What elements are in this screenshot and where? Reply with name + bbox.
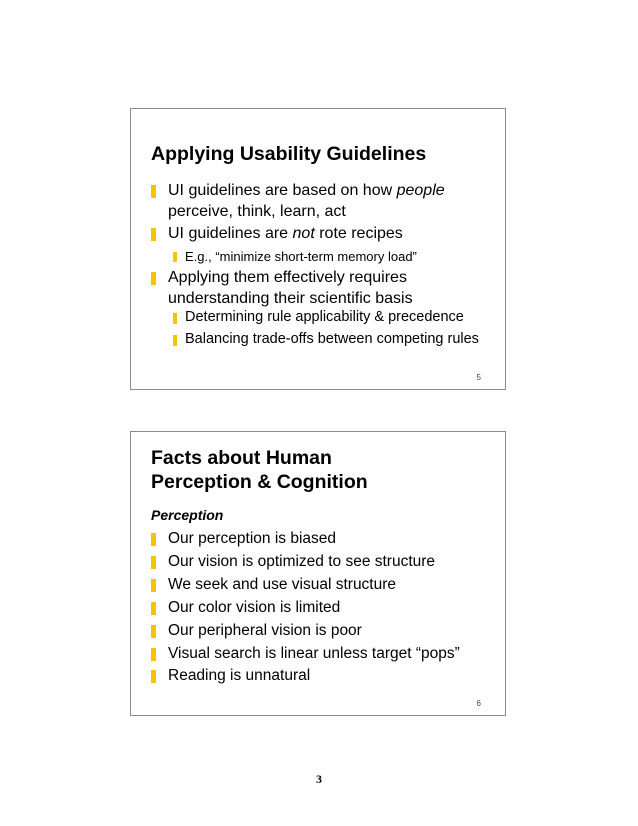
- bullet-item: [151, 180, 497, 222]
- bullet-text: Our vision is optimized to see structure: [168, 553, 436, 570]
- page-number: 3: [316, 772, 322, 786]
- sub-bullet-item: [173, 330, 497, 349]
- bullet-marker: [173, 313, 177, 324]
- bullet-marker: [151, 602, 156, 615]
- section-heading: Perception: [151, 507, 224, 523]
- slide-page-number: 5: [476, 373, 481, 382]
- bullet-item: [151, 620, 497, 641]
- bullet-item: [151, 665, 497, 686]
- slide-title-line: Facts about Human: [151, 447, 332, 469]
- bullet-text: Our perception is biased: [168, 530, 337, 547]
- slide-page-number: 6: [476, 699, 481, 708]
- bullet-text: Reading is unnatural: [168, 667, 311, 684]
- sub-bullet-item: [173, 248, 497, 265]
- bullet-text: Our peripheral vision is poor: [168, 622, 362, 639]
- slide-title: Applying Usability Guidelines: [151, 143, 427, 165]
- sub-bullet-text: Balancing trade-offs between competing rules: [185, 331, 479, 347]
- bullet-item: [151, 528, 497, 549]
- sub-bullet-text: E.g., “minimize short-term memory load”: [185, 249, 417, 264]
- slide-5: [130, 108, 506, 390]
- bullet-marker: [173, 252, 177, 262]
- bullet-text: UI guidelines are not rote recipes: [168, 225, 403, 242]
- bullet-marker: [151, 556, 156, 569]
- bullet-marker: [151, 185, 156, 198]
- bullet-item: [151, 597, 497, 618]
- sub-bullet-item: [173, 308, 497, 327]
- sub-bullet-text: Determining rule applicability & precedence: [185, 309, 464, 325]
- bullet-marker: [151, 648, 156, 661]
- bullet-marker: [151, 625, 156, 638]
- bullet-marker: [151, 533, 156, 546]
- bullet-item: [151, 574, 497, 595]
- bullet-text: Visual search is linear unless target “pops”: [168, 645, 460, 662]
- slide-title-line: Perception & Cognition: [151, 471, 368, 493]
- bullet-marker: [151, 228, 156, 241]
- bullet-item: [151, 551, 497, 572]
- bullet-marker: [151, 272, 156, 285]
- bullet-item: [151, 643, 497, 664]
- bullet-marker: [151, 579, 156, 592]
- slide-title: [151, 446, 368, 494]
- bullet-text: UI guidelines are based on how people perceive, think, learn, act: [168, 182, 445, 220]
- bullet-text: Applying them effectively requires understanding their scientific basis: [168, 269, 413, 307]
- bullet-marker: [173, 335, 177, 346]
- bullet-item: [151, 267, 497, 309]
- bullet-text: Our color vision is limited: [168, 599, 341, 616]
- bullet-text: We seek and use visual structure: [168, 576, 397, 593]
- bullet-item: [151, 223, 497, 244]
- slide-6: [130, 431, 506, 716]
- bullet-marker: [151, 670, 156, 683]
